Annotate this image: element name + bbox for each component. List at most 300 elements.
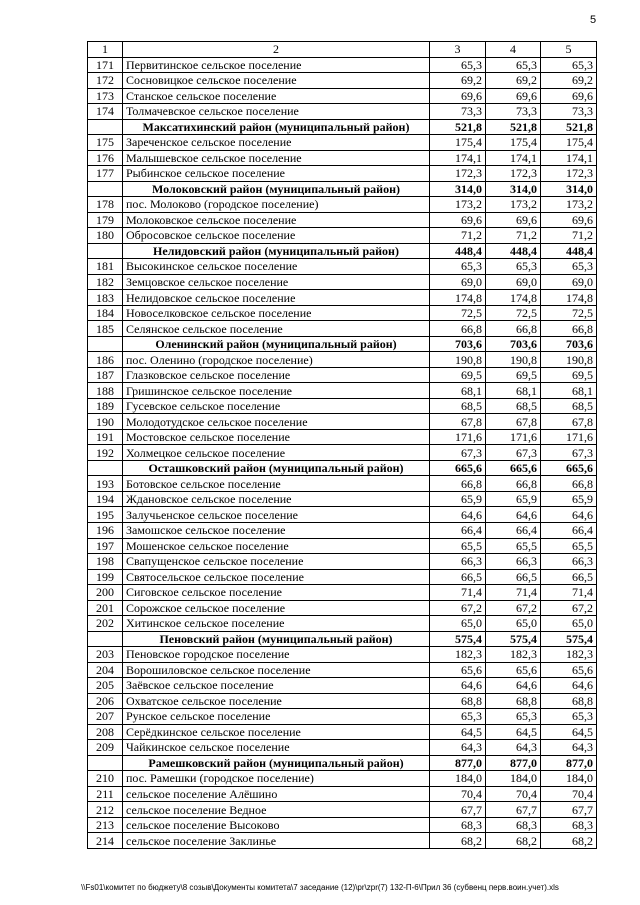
value-col3-cell: 65,3 [430,259,486,275]
value-col4-cell: 69,6 [486,212,541,228]
column-header-4: 4 [486,42,541,58]
district-total-row [88,460,597,476]
value-col5-cell: 448,4 [541,243,597,259]
value-col4-cell: 182,3 [486,647,541,663]
row-number-cell: 191 [88,429,123,445]
value-col4-cell: 69,0 [486,274,541,290]
value-col4-cell: 877,0 [486,755,541,771]
value-col3-cell: 448,4 [430,243,486,259]
table-row [88,662,597,678]
table-row [88,259,597,275]
row-number-cell: 189 [88,398,123,414]
settlement-name-cell: сельское поселение Заклинье [123,833,430,849]
settlement-name-cell: Земцовское сельское поселение [123,274,430,290]
row-number-cell: 181 [88,259,123,275]
district-name-cell: Пеновский район (муниципальный район) [123,631,430,647]
value-col3-cell: 64,6 [430,678,486,694]
row-number-cell: 184 [88,305,123,321]
settlement-name-cell: Молоковское сельское поселение [123,212,430,228]
allocation-table [87,41,597,849]
table-row [88,305,597,321]
settlement-name-cell: Рунское сельское поселение [123,709,430,725]
value-col4-cell: 68,5 [486,398,541,414]
value-col5-cell: 68,1 [541,383,597,399]
row-number-cell: 178 [88,197,123,213]
row-number-cell [88,336,123,352]
settlement-name-cell: Нелидовское сельское поселение [123,290,430,306]
value-col5-cell: 65,3 [541,259,597,275]
settlement-name-cell: Мостовское сельское поселение [123,429,430,445]
row-number-cell: 212 [88,802,123,818]
value-col5-cell: 64,5 [541,724,597,740]
row-number-cell [88,631,123,647]
value-col4-cell: 69,6 [486,88,541,104]
value-col5-cell: 67,7 [541,802,597,818]
value-col4-cell: 64,6 [486,507,541,523]
row-number-cell: 172 [88,73,123,89]
settlement-name-cell: Замошское сельское поселение [123,522,430,538]
value-col3-cell: 66,3 [430,554,486,570]
table-row [88,429,597,445]
district-name-cell: Нелидовский район (муниципальный район) [123,243,430,259]
value-col3-cell: 68,1 [430,383,486,399]
value-col4-cell: 65,9 [486,491,541,507]
value-col5-cell: 69,6 [541,88,597,104]
value-col4-cell: 64,5 [486,724,541,740]
value-col5-cell: 521,8 [541,119,597,135]
value-col3-cell: 65,3 [430,57,486,73]
value-col4-cell: 68,8 [486,693,541,709]
value-col3-cell: 70,4 [430,786,486,802]
value-col3-cell: 172,3 [430,166,486,182]
value-col3-cell: 73,3 [430,104,486,120]
column-header-2: 2 [123,42,430,58]
table-row [88,104,597,120]
row-number-cell [88,460,123,476]
value-col3-cell: 66,8 [430,476,486,492]
value-col5-cell: 703,6 [541,336,597,352]
row-number-cell: 214 [88,833,123,849]
table-row [88,352,597,368]
value-col4-cell: 448,4 [486,243,541,259]
row-number-cell: 195 [88,507,123,523]
value-col5-cell: 173,2 [541,197,597,213]
value-col4-cell: 72,5 [486,305,541,321]
district-total-row [88,181,597,197]
row-number-cell: 201 [88,600,123,616]
row-number-cell: 183 [88,290,123,306]
settlement-name-cell: Высокинское сельское поселение [123,259,430,275]
row-number-cell: 208 [88,724,123,740]
value-col4-cell: 71,4 [486,585,541,601]
value-col5-cell: 175,4 [541,135,597,151]
settlement-name-cell: Серёдкинское сельское поселение [123,724,430,740]
table-row [88,771,597,787]
value-col3-cell: 69,6 [430,212,486,228]
settlement-name-cell: Свапущенское сельское поселение [123,554,430,570]
value-col4-cell: 66,5 [486,569,541,585]
value-col5-cell: 877,0 [541,755,597,771]
value-col4-cell: 69,5 [486,367,541,383]
row-number-cell: 202 [88,616,123,632]
value-col3-cell: 71,2 [430,228,486,244]
value-col5-cell: 69,0 [541,274,597,290]
value-col3-cell: 190,8 [430,352,486,368]
value-col4-cell: 66,8 [486,321,541,337]
row-number-cell: 185 [88,321,123,337]
value-col4-cell: 703,6 [486,336,541,352]
value-col5-cell: 67,8 [541,414,597,430]
table-row [88,166,597,182]
table-row [88,73,597,89]
table-row [88,616,597,632]
value-col3-cell: 521,8 [430,119,486,135]
value-col4-cell: 65,6 [486,662,541,678]
value-col5-cell: 68,3 [541,817,597,833]
value-col4-cell: 67,7 [486,802,541,818]
settlement-name-cell: Заёвское сельское поселение [123,678,430,694]
value-col3-cell: 184,0 [430,771,486,787]
settlement-name-cell: Толмачевское сельское поселение [123,104,430,120]
value-col3-cell: 171,6 [430,429,486,445]
value-col3-cell: 72,5 [430,305,486,321]
row-number-cell: 197 [88,538,123,554]
value-col4-cell: 66,3 [486,554,541,570]
value-col3-cell: 65,9 [430,491,486,507]
settlement-name-cell: Молодотудское сельское поселение [123,414,430,430]
value-col3-cell: 174,1 [430,150,486,166]
value-col5-cell: 174,8 [541,290,597,306]
settlement-name-cell: Селянское сельское поселение [123,321,430,337]
table-row [88,569,597,585]
value-col5-cell: 68,5 [541,398,597,414]
table-row [88,647,597,663]
value-col4-cell: 67,3 [486,445,541,461]
value-col5-cell: 66,5 [541,569,597,585]
table-row [88,88,597,104]
value-col5-cell: 69,5 [541,367,597,383]
settlement-name-cell: пос. Рамешки (городское поселение) [123,771,430,787]
value-col5-cell: 174,1 [541,150,597,166]
value-col3-cell: 65,5 [430,538,486,554]
value-col4-cell: 174,8 [486,290,541,306]
value-col4-cell: 665,6 [486,460,541,476]
value-col4-cell: 67,8 [486,414,541,430]
table-row [88,212,597,228]
value-col5-cell: 71,4 [541,585,597,601]
value-col5-cell: 182,3 [541,647,597,663]
row-number-cell: 177 [88,166,123,182]
settlement-name-cell: Новоселковское сельское поселение [123,305,430,321]
value-col3-cell: 69,5 [430,367,486,383]
table-row [88,507,597,523]
row-number-cell: 192 [88,445,123,461]
value-col5-cell: 66,4 [541,522,597,538]
value-col3-cell: 64,3 [430,740,486,756]
settlement-name-cell: Хитинское сельское поселение [123,616,430,632]
settlement-name-cell: Мошенское сельское поселение [123,538,430,554]
column-header-1: 1 [88,42,123,58]
value-col4-cell: 68,1 [486,383,541,399]
table-row [88,445,597,461]
value-col3-cell: 69,0 [430,274,486,290]
row-number-cell: 211 [88,786,123,802]
table-row [88,600,597,616]
value-col4-cell: 171,6 [486,429,541,445]
settlement-name-cell: Сосновицкое сельское поселение [123,73,430,89]
value-col3-cell: 68,5 [430,398,486,414]
value-col4-cell: 190,8 [486,352,541,368]
file-path-footer: \\Fs01\комитет по бюджету\8 созыв\Документы комитета\7 заседание (12)\pr\zpr(7) 132-П-6\Прил 36 (субвенц перв.воин.учет).xls [81,883,559,892]
row-number-cell: 182 [88,274,123,290]
table-row [88,228,597,244]
value-col3-cell: 66,8 [430,321,486,337]
table-row [88,290,597,306]
row-number-cell: 186 [88,352,123,368]
settlement-name-cell: Пеновское городское поселение [123,647,430,663]
value-col4-cell: 70,4 [486,786,541,802]
table-row [88,367,597,383]
row-number-cell: 200 [88,585,123,601]
row-number-cell: 213 [88,817,123,833]
table-row [88,709,597,725]
value-col4-cell: 184,0 [486,771,541,787]
settlement-name-cell: пос. Молоково (городское поселение) [123,197,430,213]
value-col3-cell: 68,3 [430,817,486,833]
value-col5-cell: 72,5 [541,305,597,321]
table-row [88,150,597,166]
value-col3-cell: 703,6 [430,336,486,352]
table-row [88,802,597,818]
table-row [88,491,597,507]
value-col3-cell: 67,3 [430,445,486,461]
district-total-row [88,631,597,647]
value-col5-cell: 184,0 [541,771,597,787]
row-number-cell: 207 [88,709,123,725]
column-header-5: 5 [541,42,597,58]
value-col3-cell: 65,6 [430,662,486,678]
settlement-name-cell: Чайкинское сельское поселение [123,740,430,756]
value-col5-cell: 68,2 [541,833,597,849]
value-col5-cell: 171,6 [541,429,597,445]
value-col4-cell: 521,8 [486,119,541,135]
settlement-name-cell: Малышевское сельское поселение [123,150,430,166]
value-col4-cell: 314,0 [486,181,541,197]
table-row [88,817,597,833]
value-col3-cell: 71,4 [430,585,486,601]
value-col3-cell: 575,4 [430,631,486,647]
value-col3-cell: 67,7 [430,802,486,818]
row-number-cell: 171 [88,57,123,73]
value-col3-cell: 68,8 [430,693,486,709]
table-header-row [88,42,597,58]
value-col3-cell: 69,2 [430,73,486,89]
table-row [88,678,597,694]
value-col5-cell: 65,9 [541,491,597,507]
value-col5-cell: 65,3 [541,709,597,725]
value-col3-cell: 64,6 [430,507,486,523]
row-number-cell [88,181,123,197]
row-number-cell: 209 [88,740,123,756]
settlement-name-cell: Рыбинское сельское поселение [123,166,430,182]
district-name-cell: Рамешковский район (муниципальный район) [123,755,430,771]
value-col3-cell: 174,8 [430,290,486,306]
settlement-name-cell: Залучьенское сельское поселение [123,507,430,523]
value-col4-cell: 68,3 [486,817,541,833]
row-number-cell [88,119,123,135]
row-number-cell: 179 [88,212,123,228]
row-number-cell: 190 [88,414,123,430]
table-body [88,57,597,848]
value-col5-cell: 67,3 [541,445,597,461]
value-col3-cell: 68,2 [430,833,486,849]
table-row [88,740,597,756]
value-col4-cell: 71,2 [486,228,541,244]
value-col4-cell: 65,0 [486,616,541,632]
row-number-cell: 203 [88,647,123,663]
settlement-name-cell: Обросовское сельское поселение [123,228,430,244]
district-name-cell: Максатихинский район (муниципальный район) [123,119,430,135]
district-name-cell: Оленинский район (муниципальный район) [123,336,430,352]
table-row [88,724,597,740]
value-col5-cell: 64,6 [541,678,597,694]
table-row [88,414,597,430]
value-col3-cell: 69,6 [430,88,486,104]
table-row [88,274,597,290]
value-col5-cell: 66,8 [541,476,597,492]
value-col5-cell: 66,3 [541,554,597,570]
value-col5-cell: 69,6 [541,212,597,228]
table-row [88,538,597,554]
value-col4-cell: 64,3 [486,740,541,756]
district-name-cell: Осташковский район (муниципальный район) [123,460,430,476]
value-col3-cell: 173,2 [430,197,486,213]
value-col5-cell: 69,2 [541,73,597,89]
value-col4-cell: 68,2 [486,833,541,849]
value-col4-cell: 67,2 [486,600,541,616]
value-col4-cell: 73,3 [486,104,541,120]
row-number-cell [88,243,123,259]
value-col3-cell: 66,4 [430,522,486,538]
settlement-name-cell: Первитинское сельское поселение [123,57,430,73]
table-row [88,833,597,849]
table-row [88,197,597,213]
table-row [88,554,597,570]
table-row [88,57,597,73]
table-row [88,398,597,414]
value-col3-cell: 665,6 [430,460,486,476]
table-row [88,476,597,492]
row-number-cell: 173 [88,88,123,104]
settlement-name-cell: Охватское сельское поселение [123,693,430,709]
district-total-row [88,243,597,259]
value-col5-cell: 65,0 [541,616,597,632]
value-col5-cell: 314,0 [541,181,597,197]
settlement-name-cell: Святосельское сельское поселение [123,569,430,585]
value-col4-cell: 65,3 [486,57,541,73]
value-col5-cell: 65,6 [541,662,597,678]
settlement-name-cell: Станское сельское поселение [123,88,430,104]
value-col4-cell: 172,3 [486,166,541,182]
row-number-cell [88,755,123,771]
settlement-name-cell: сельское поселение Ведное [123,802,430,818]
row-number-cell: 175 [88,135,123,151]
value-col3-cell: 182,3 [430,647,486,663]
page-number: 5 [590,14,597,26]
row-number-cell: 193 [88,476,123,492]
value-col3-cell: 67,2 [430,600,486,616]
settlement-name-cell: Ботовское сельское поселение [123,476,430,492]
value-col4-cell: 64,6 [486,678,541,694]
row-number-cell: 206 [88,693,123,709]
row-number-cell: 204 [88,662,123,678]
settlement-name-cell: пос. Оленино (городское поселение) [123,352,430,368]
district-name-cell: Молоковский район (муниципальный район) [123,181,430,197]
value-col5-cell: 190,8 [541,352,597,368]
row-number-cell: 174 [88,104,123,120]
value-col4-cell: 174,1 [486,150,541,166]
value-col5-cell: 66,8 [541,321,597,337]
value-col4-cell: 65,3 [486,259,541,275]
district-total-row [88,119,597,135]
value-col5-cell: 67,2 [541,600,597,616]
settlement-name-cell: Гришинское сельское поселение [123,383,430,399]
value-col5-cell: 665,6 [541,460,597,476]
row-number-cell: 187 [88,367,123,383]
value-col4-cell: 173,2 [486,197,541,213]
value-col4-cell: 66,4 [486,522,541,538]
value-col3-cell: 175,4 [430,135,486,151]
value-col3-cell: 877,0 [430,755,486,771]
district-total-row [88,755,597,771]
value-col3-cell: 314,0 [430,181,486,197]
district-total-row [88,336,597,352]
table-row [88,135,597,151]
settlement-name-cell: Глазковское сельское поселение [123,367,430,383]
table-row [88,321,597,337]
value-col5-cell: 73,3 [541,104,597,120]
value-col4-cell: 175,4 [486,135,541,151]
value-col5-cell: 64,6 [541,507,597,523]
value-col3-cell: 65,3 [430,709,486,725]
table-row [88,383,597,399]
value-col3-cell: 67,8 [430,414,486,430]
settlement-name-cell: Ждановское сельское поселение [123,491,430,507]
row-number-cell: 180 [88,228,123,244]
value-col5-cell: 70,4 [541,786,597,802]
value-col3-cell: 64,5 [430,724,486,740]
settlement-name-cell: Сиговское сельское поселение [123,585,430,601]
settlement-name-cell: Зареченское сельское поселение [123,135,430,151]
value-col4-cell: 66,8 [486,476,541,492]
row-number-cell: 176 [88,150,123,166]
settlement-name-cell: Холмецкое сельское поселение [123,445,430,461]
row-number-cell: 199 [88,569,123,585]
value-col5-cell: 172,3 [541,166,597,182]
row-number-cell: 188 [88,383,123,399]
value-col5-cell: 68,8 [541,693,597,709]
value-col3-cell: 65,0 [430,616,486,632]
value-col5-cell: 65,3 [541,57,597,73]
row-number-cell: 196 [88,522,123,538]
value-col4-cell: 65,5 [486,538,541,554]
table-row [88,585,597,601]
value-col3-cell: 66,5 [430,569,486,585]
table-row [88,693,597,709]
table-row [88,522,597,538]
value-col4-cell: 65,3 [486,709,541,725]
settlement-name-cell: Ворошиловское сельское поселение [123,662,430,678]
